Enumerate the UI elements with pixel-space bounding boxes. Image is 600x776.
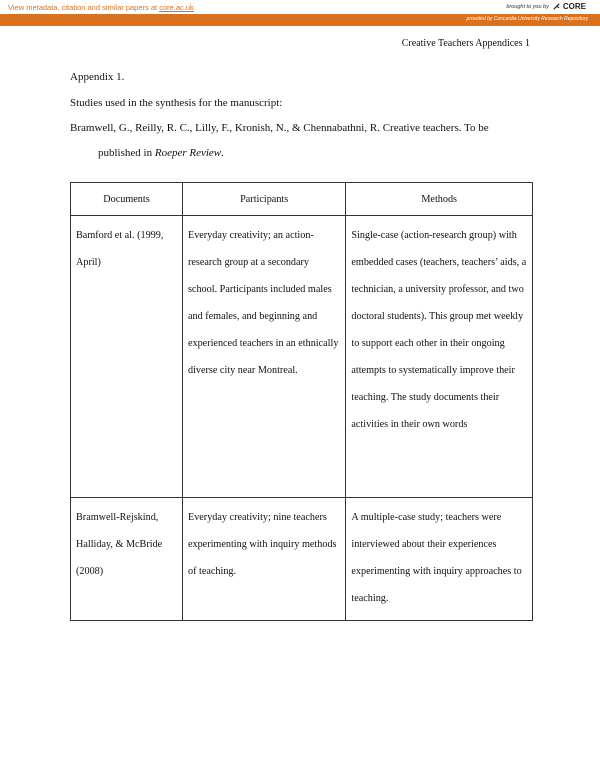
cell-methods: A multiple-case study; teachers were interviewed about their experiences experimenting with inquiry approaches to teaching. [346, 498, 533, 621]
header-documents: Documents [71, 183, 183, 216]
studies-table [70, 182, 533, 621]
header-participants: Participants [182, 183, 345, 216]
cell-methods: Single-case (action-research group) with embedded cases (teachers, teachers’ aids, a technician, a university professor, and two doctoral students). This group met weekly to support each other in their ongoing attempts to systematically improve their teaching. The study documents their activities in their own words [346, 216, 533, 498]
table-header-row [71, 183, 533, 216]
cell-document: Bamford et al. (1999, April) [71, 216, 183, 498]
reference-prefix: published in [98, 147, 155, 159]
core-link-prefix: View metadata, citation and similar papers at [8, 3, 160, 12]
reference-line-1: Bramwell, G., Reilly, R. C., Lilly, F., Kronish, N., & Chennabathni, R. Creative teachers. To be [70, 122, 489, 134]
core-link-text[interactable]: core.ac.uk [159, 3, 194, 12]
appendix-title: Appendix 1. [70, 71, 125, 83]
core-logo-text: CORE [562, 2, 586, 11]
provided-by-text: provided by Concordia University Research Repository [466, 16, 588, 22]
cell-participants: Everyday creativity; an action-research group at a secondary school. Participants included males and females, and beginning and experienced teachers in an ethnically diverse city near Montreal. [182, 216, 345, 498]
intro-text: Studies used in the synthesis for the manuscript: [70, 97, 283, 109]
reference-line-2 [98, 147, 224, 159]
table-row [71, 498, 533, 621]
running-head: Creative Teachers Appendices 1 [401, 38, 530, 49]
reference-suffix: . [221, 147, 224, 159]
core-logo[interactable] [552, 2, 586, 11]
core-metadata-link[interactable] [8, 3, 194, 12]
core-brand[interactable] [506, 2, 586, 11]
journal-name: Roeper Review [154, 147, 222, 159]
cell-participants: Everyday creativity; nine teachers experimenting with inquiry methods of teaching. [182, 498, 345, 621]
core-logo-icon [552, 2, 561, 11]
table-row [71, 216, 533, 498]
core-banner [0, 0, 600, 14]
cell-document: Bramwell-Rejskind, Halliday, & McBride (2008) [71, 498, 183, 621]
brought-by-text: brought to you by [506, 3, 549, 10]
header-methods: Methods [346, 183, 533, 216]
